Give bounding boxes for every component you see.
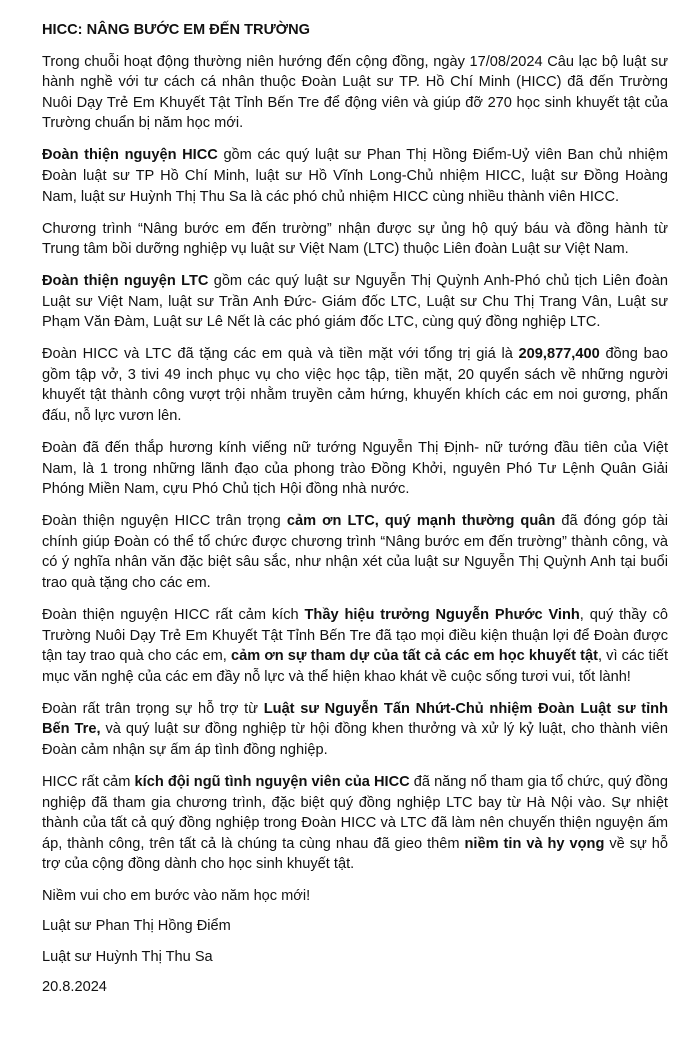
bold-text: Luật sư Nguyễn Tấn Nhứt-Chủ nhiệm Đoàn Luật sư tỉnh Bến Tre, [42, 700, 668, 738]
bold-text: kích đội ngũ tình nguyện viên của HICC [134, 773, 410, 790]
text-run: Đoàn thiện nguyện HICC rất cảm kích [42, 606, 305, 623]
paragraph [42, 699, 668, 761]
bold-text: cảm ơn LTC, quý mạnh thường quân [286, 513, 556, 530]
bold-text: Đoàn thiện nguyện LTC [42, 273, 209, 290]
document-title: HICC: NÂNG BƯỚC EM ĐẾN TRƯỜNG [42, 22, 311, 38]
text-run: Trong chuỗi hoạt động thường niên hướng đến cộng đồng, ngày 17/08/2024 Câu lạc bộ luật sư hành nghề với tư cách cá nhân thuộc Đoàn Luật sư TP. Hồ Chí Minh (HICC) đã đến Trường Nuôi Dạy Trẻ Em Khuyết Tật Tỉnh Bến Tre để động viên và giúp đỡ 270 học sinh khuyết tật của Trường chuẩn bị năm học mới. [42, 53, 668, 132]
bold-text: 209,877,400 [518, 346, 600, 363]
text-run: , vì các tiết mục văn nghệ của các em đầy nỗ lực và thể hiện khao khát về cuộc sống tươi vui, tốt lành! [42, 648, 669, 685]
document-closing [42, 886, 668, 997]
text-run: về sự hỗ trợ của cộng đồng dành cho học sinh khuyết tật. [42, 835, 669, 873]
text-run: đã năng nổ tham gia tổ chức, quý đồng nghiệp đã tham gia chương trình, đặc biệt quý đồng nghiệp LTC bay từ Hà Nội vào. Sự nhiệt thành của tất cả quý đồng nghiệp trong Đoàn HICC và LTC đã làm nên chuyến thiện nguyện ấm áp, thành công, trên tất cả là chúng ta cùng nhau đã gieo thêm [42, 773, 669, 852]
bold-text: Thầy hiệu trưởng Nguyễn Phước Vinh [304, 606, 580, 623]
text-run: Chương trình “Nâng bước em đến trường” nhận được sự ủng hộ quý báu và đồng hành từ Trung tâm bồi dưỡng nghiệp vụ luật sư Việt Nam (LTC) thuộc Liên đoàn Luật sư Việt Nam. [42, 220, 668, 258]
text-run: Đoàn đã đến thắp hương kính viếng nữ tướng Nguyễn Thị Định- nữ tướng đầu tiên của Việt Nam, là 1 trong những lãnh đạo của phong trào Đồng Khởi, nguyên Phó Tư Lệnh Quân Giải Phóng Miền Nam, cựu Phó Chủ tịch Hội đồng nhà nước. [42, 440, 668, 498]
text-run: gồm các quý luật sư Nguyễn Thị Quỳnh Anh-Phó chủ tịch Liên đoàn Luật sư Việt Nam, luật sư Trần Anh Đức- Giám đốc LTC, Luật sư Chu Thị Trang Vân, Luật sư Phạm Văn Đàm, Luật sư Lê Nết là các phó giám đốc LTC, cùng quý đồng nghiệp LTC. [42, 273, 669, 331]
paragraph [42, 605, 668, 687]
document-date: 20.8.2024 [42, 978, 107, 995]
paragraph [42, 344, 668, 426]
paragraph [42, 438, 668, 500]
paragraph [42, 52, 668, 134]
bold-text: niềm tin và hy vọng [464, 835, 605, 852]
paragraph [42, 145, 668, 207]
text-run: và quý luật sư đồng nghiệp từ hội đồng khen thưởng và xử lý kỷ luật, cho thành viên Đoàn cảm nhận sự ấm áp tình đồng nghiệp. [42, 721, 668, 758]
signature-line: Luật sư Huỳnh Thị Thu Sa [42, 948, 213, 965]
text-run: Đoàn HICC và LTC đã tặng các em quà và tiền mặt với tổng trị giá là [42, 346, 519, 363]
text-run: HICC rất cảm [42, 773, 135, 790]
text-run: đồng bao gồm tập vở, 3 tivi 49 inch phục vụ cho việc học tập, tiền mặt, 20 quyển sách về những người khuyết tật thành công vượt trội nhằm truyền cảm hứng, khuyến khích các em noi gương, phấn đấu, nỗ lực vươn lên. [42, 346, 668, 425]
paragraph [42, 511, 668, 593]
bold-text: cảm ơn sự tham dự của tất cả các em học khuyết tật [230, 648, 598, 665]
text-run: Đoàn rất trân trọng sự hỗ trợ từ [42, 700, 264, 717]
text-run: , quý thầy cô Trường Nuôi Dạy Trẻ Em Khuyết Tật Tỉnh Bến Tre đã tạo mọi điều kiện thuận lợi để Đoàn được tận tay trao quà cho các em, [42, 606, 668, 665]
paragraph [42, 772, 668, 875]
bold-text: Đoàn thiện nguyện HICC [42, 147, 218, 164]
document-body [42, 52, 668, 875]
closing-line: Niềm vui cho em bước vào năm học mới! [42, 888, 311, 905]
paragraph [42, 219, 668, 260]
paragraph [42, 271, 668, 333]
text-run: gồm các quý luật sư Phan Thị Hồng Điểm-Uỷ viên Ban chủ nhiệm Đoàn luật sư TP Hồ Chí Minh, luật sư Hồ Vĩnh Long-Chủ nhiệm HICC, luật sư Đồng Hoàng Nam, luật sư Huỳnh Thị Thu Sa là các phó chủ nhiệm HICC cùng nhiều thành viên HICC. [42, 147, 668, 205]
signature-line: Luật sư Phan Thị Hồng Điểm [42, 918, 231, 935]
text-run: Đoàn thiện nguyện HICC trân trọng [42, 513, 287, 530]
text-run: đã đóng góp tài chính giúp Đoàn có thể tổ chức được chương trình “Nâng bước em đến trường” thành công, và có ý nghĩa nhân văn đặc biệt sâu sắc, như nhận xét của luật sư Nguyễn Thị Quỳnh Anh tại buổi trao quà tặng cho các em. [42, 513, 668, 591]
document-page [42, 20, 668, 1007]
